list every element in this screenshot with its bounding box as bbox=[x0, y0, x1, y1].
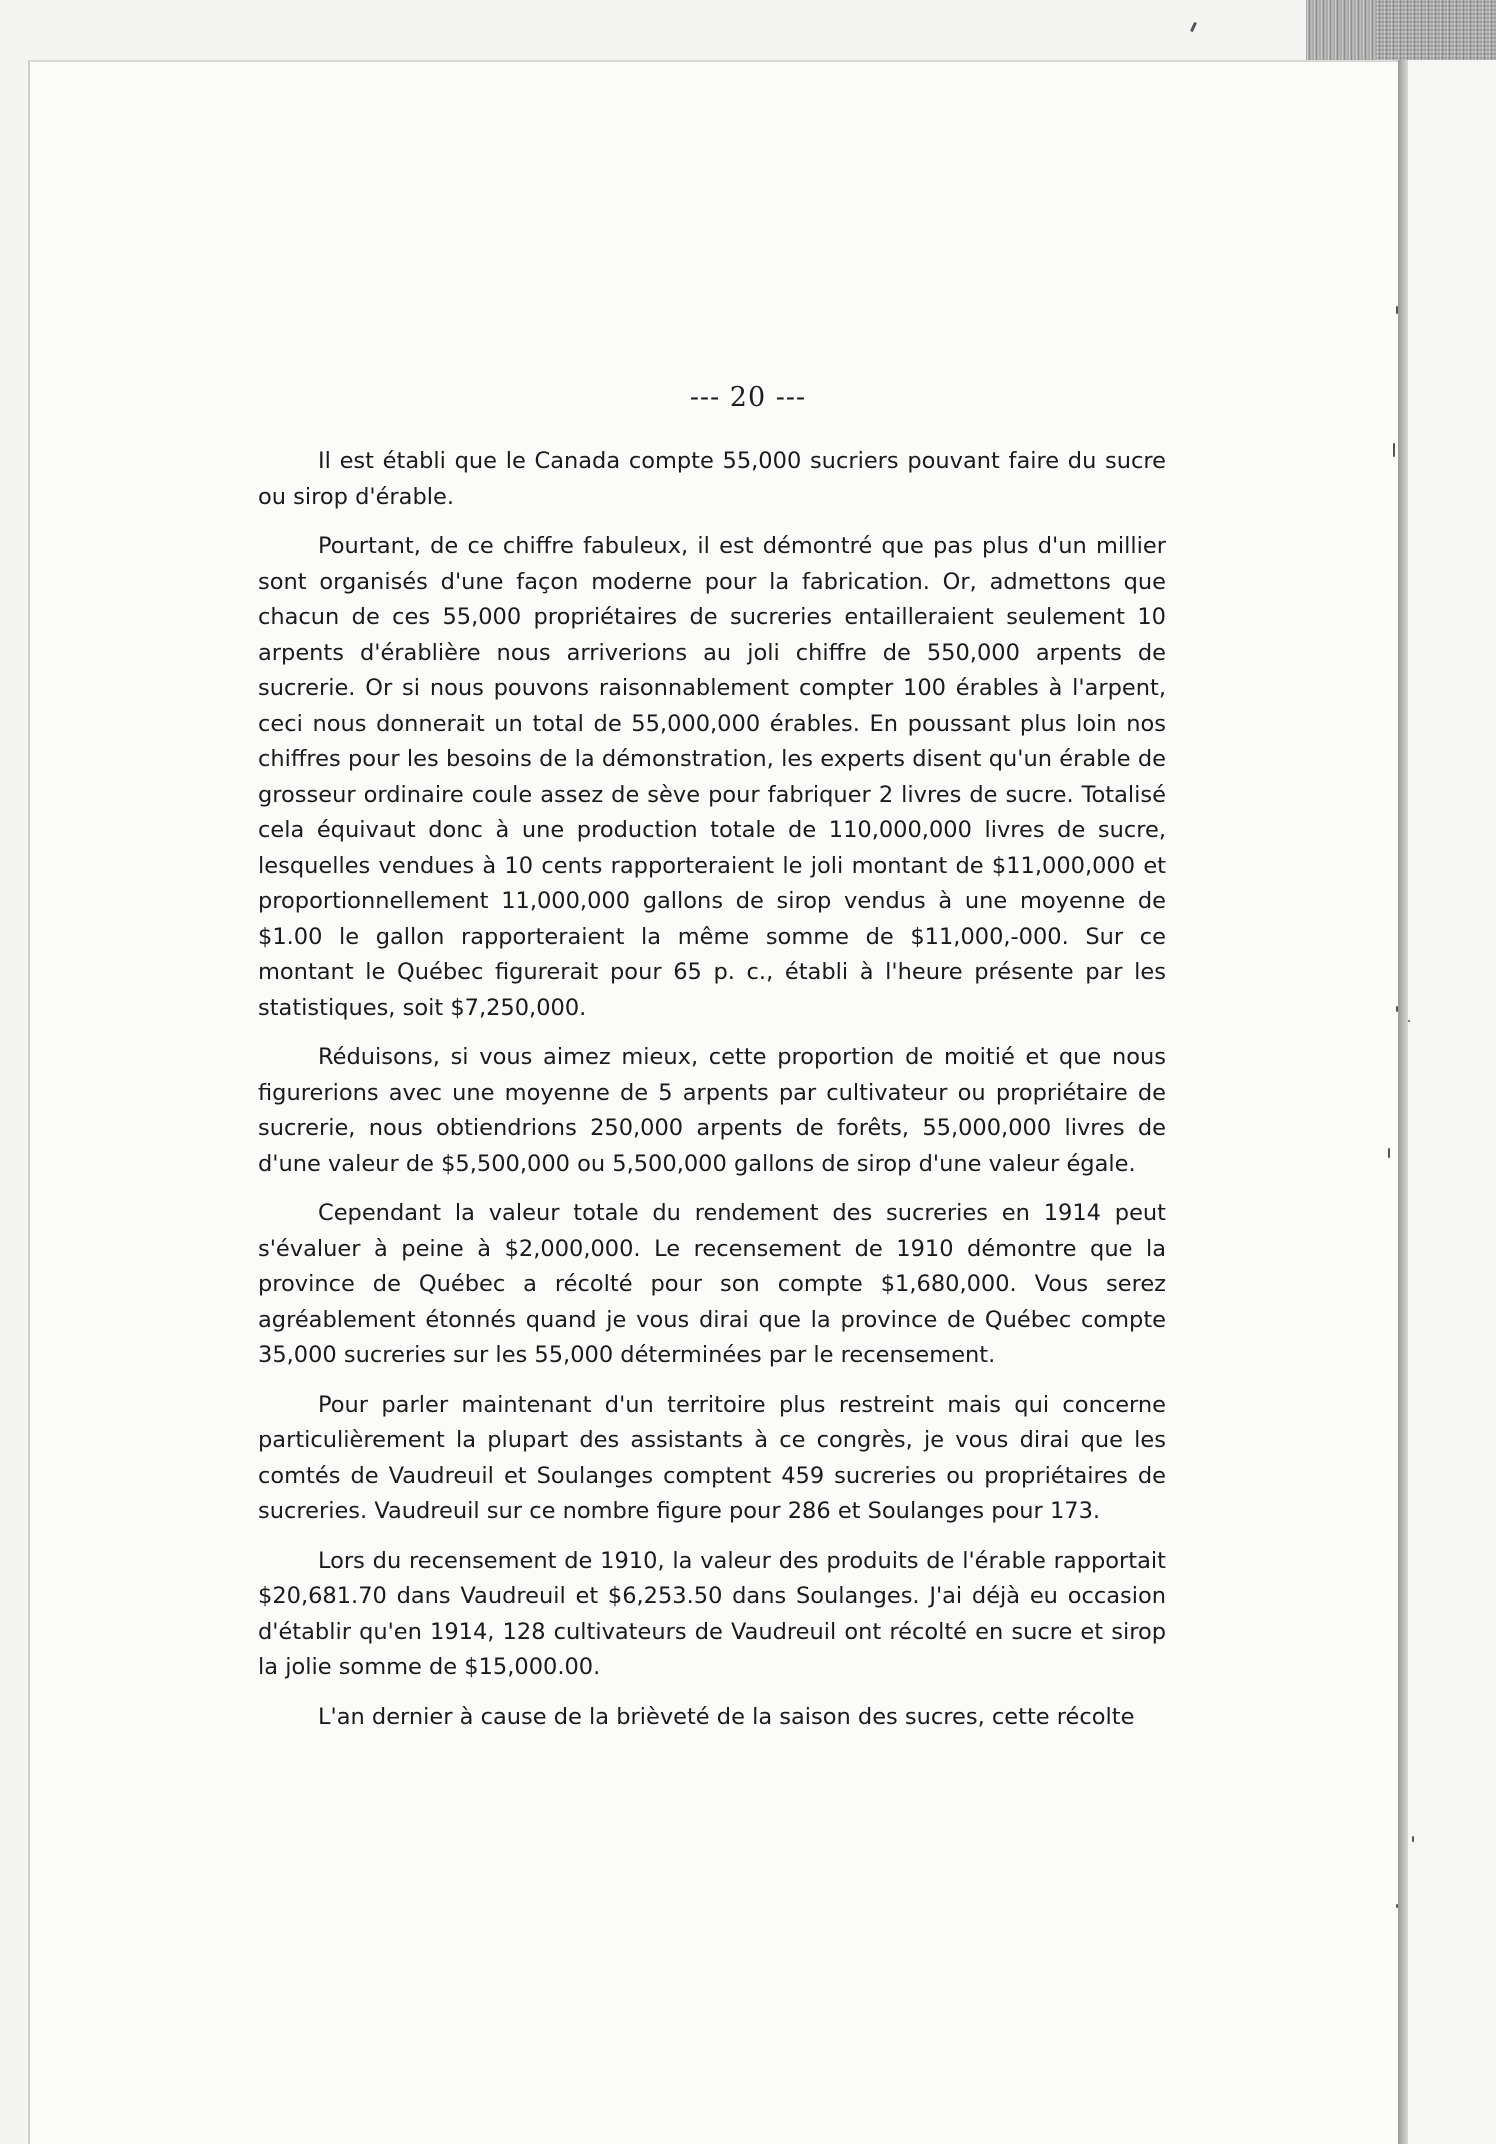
paragraph: Réduisons, si vous aimez mieux, cette proportion de moitié et que nous figurerions avec une moyenne de 5 arpents par cultivateur ou propriétaire de sucrerie, nous obtiendrions 250,000 arpents de forêts, 55,000,000 livres de d'une valeur de $5,500,000 ou 5,500,000 gallons de sirop d'une valeur égale. bbox=[258, 1044, 1166, 1177]
paragraph: Cependant la valeur totale du rendement des sucreries en 1914 peut s'évaluer à peine à $2,000,000. Le recensement de 1910 démontre que la province de Québec a récolté pour son compte $1,680,000. Vous serez agréablement étonnés quand je vous dirai que la province de Québec compte 35,000 sucreries sur les 55,000 déterminées par le recensement. bbox=[258, 1200, 1166, 1368]
scan-speck bbox=[1393, 443, 1395, 457]
paragraph: Pour parler maintenant d'un territoire plus restreint mais qui concerne particulièrement la plupart des assistants à ce congrès, je vous dirai que les comtés de Vaudreuil et Soulanges comptent 459 sucreries ou propriétaires de sucreries. Vaudreuil sur ce nombre figure pour 286 et Soulanges pour 173. bbox=[258, 1391, 1166, 1524]
paragraph: L'an dernier à cause de la brièveté de la saison des sucres, cette récolte bbox=[318, 1703, 1135, 1730]
scan-speck bbox=[1396, 1006, 1398, 1012]
scan-corner-texture-overlay bbox=[1376, 0, 1496, 60]
scan-speck bbox=[1396, 1904, 1398, 1908]
paragraph: Il est établi que le Canada compte 55,000 sucriers pouvant faire du sucre ou sirop d'érable. bbox=[258, 448, 1166, 510]
body-text bbox=[258, 444, 1166, 1749]
paragraph: Pourtant, de ce chiffre fabuleux, il est démontré que pas plus d'un millier sont organisés d'une façon moderne pour la fabrication. Or, admettons que chacun de ces 55,000 propriétaires de sucreries entailleraient seulement 10 arpents d'érablière nous arriverions au joli chiffre de 550,000 arpents de sucrerie. Or si nous pouvons raisonnablement compter 100 érables à l'arpent, ceci nous donnerait un total de 55,000,000 érables. En poussant plus loin nos chiffres pour les besoins de la démonstration, les experts disent qu'un érable de grosseur ordinaire coule assez de sève pour fabriquer 2 livres de sucre. Totalisé cela équivaut donc à une production totale de 110,000,000 livres de sucre, lesquelles vendues à 10 cents rapporteraient le joli montant de $11,000,000 et proportionnellement 11,000,000 gallons de sirop vendus à une moyenne de $1.00 le gallon rapporteraient la même somme de $11,000,-000. Sur ce montant le Québec figurerait pour 65 p. c., établi à l'heure présente par les statistiques, soit $7,250,000. bbox=[258, 533, 1166, 1021]
scan-speck bbox=[1412, 1836, 1414, 1842]
scan-speck bbox=[1388, 1148, 1390, 1158]
scan-speck bbox=[1190, 22, 1197, 32]
scan-speck bbox=[1396, 306, 1398, 314]
page-edge-shadow bbox=[1398, 60, 1408, 2144]
page-number: --- 20 --- bbox=[689, 382, 807, 413]
facing-page-margin bbox=[1408, 60, 1496, 2144]
scan-speck bbox=[1408, 1020, 1410, 1022]
paragraph: Lors du recensement de 1910, la valeur des produits de l'érable rapportait $20,681.70 dans Vaudreuil et $6,253.50 dans Soulanges. J'ai déjà eu occasion d'établir qu'en 1914, 128 cultivateurs de Vaudreuil ont récolté en sucre et sirop la jolie somme de $15,000.00. bbox=[258, 1547, 1166, 1680]
